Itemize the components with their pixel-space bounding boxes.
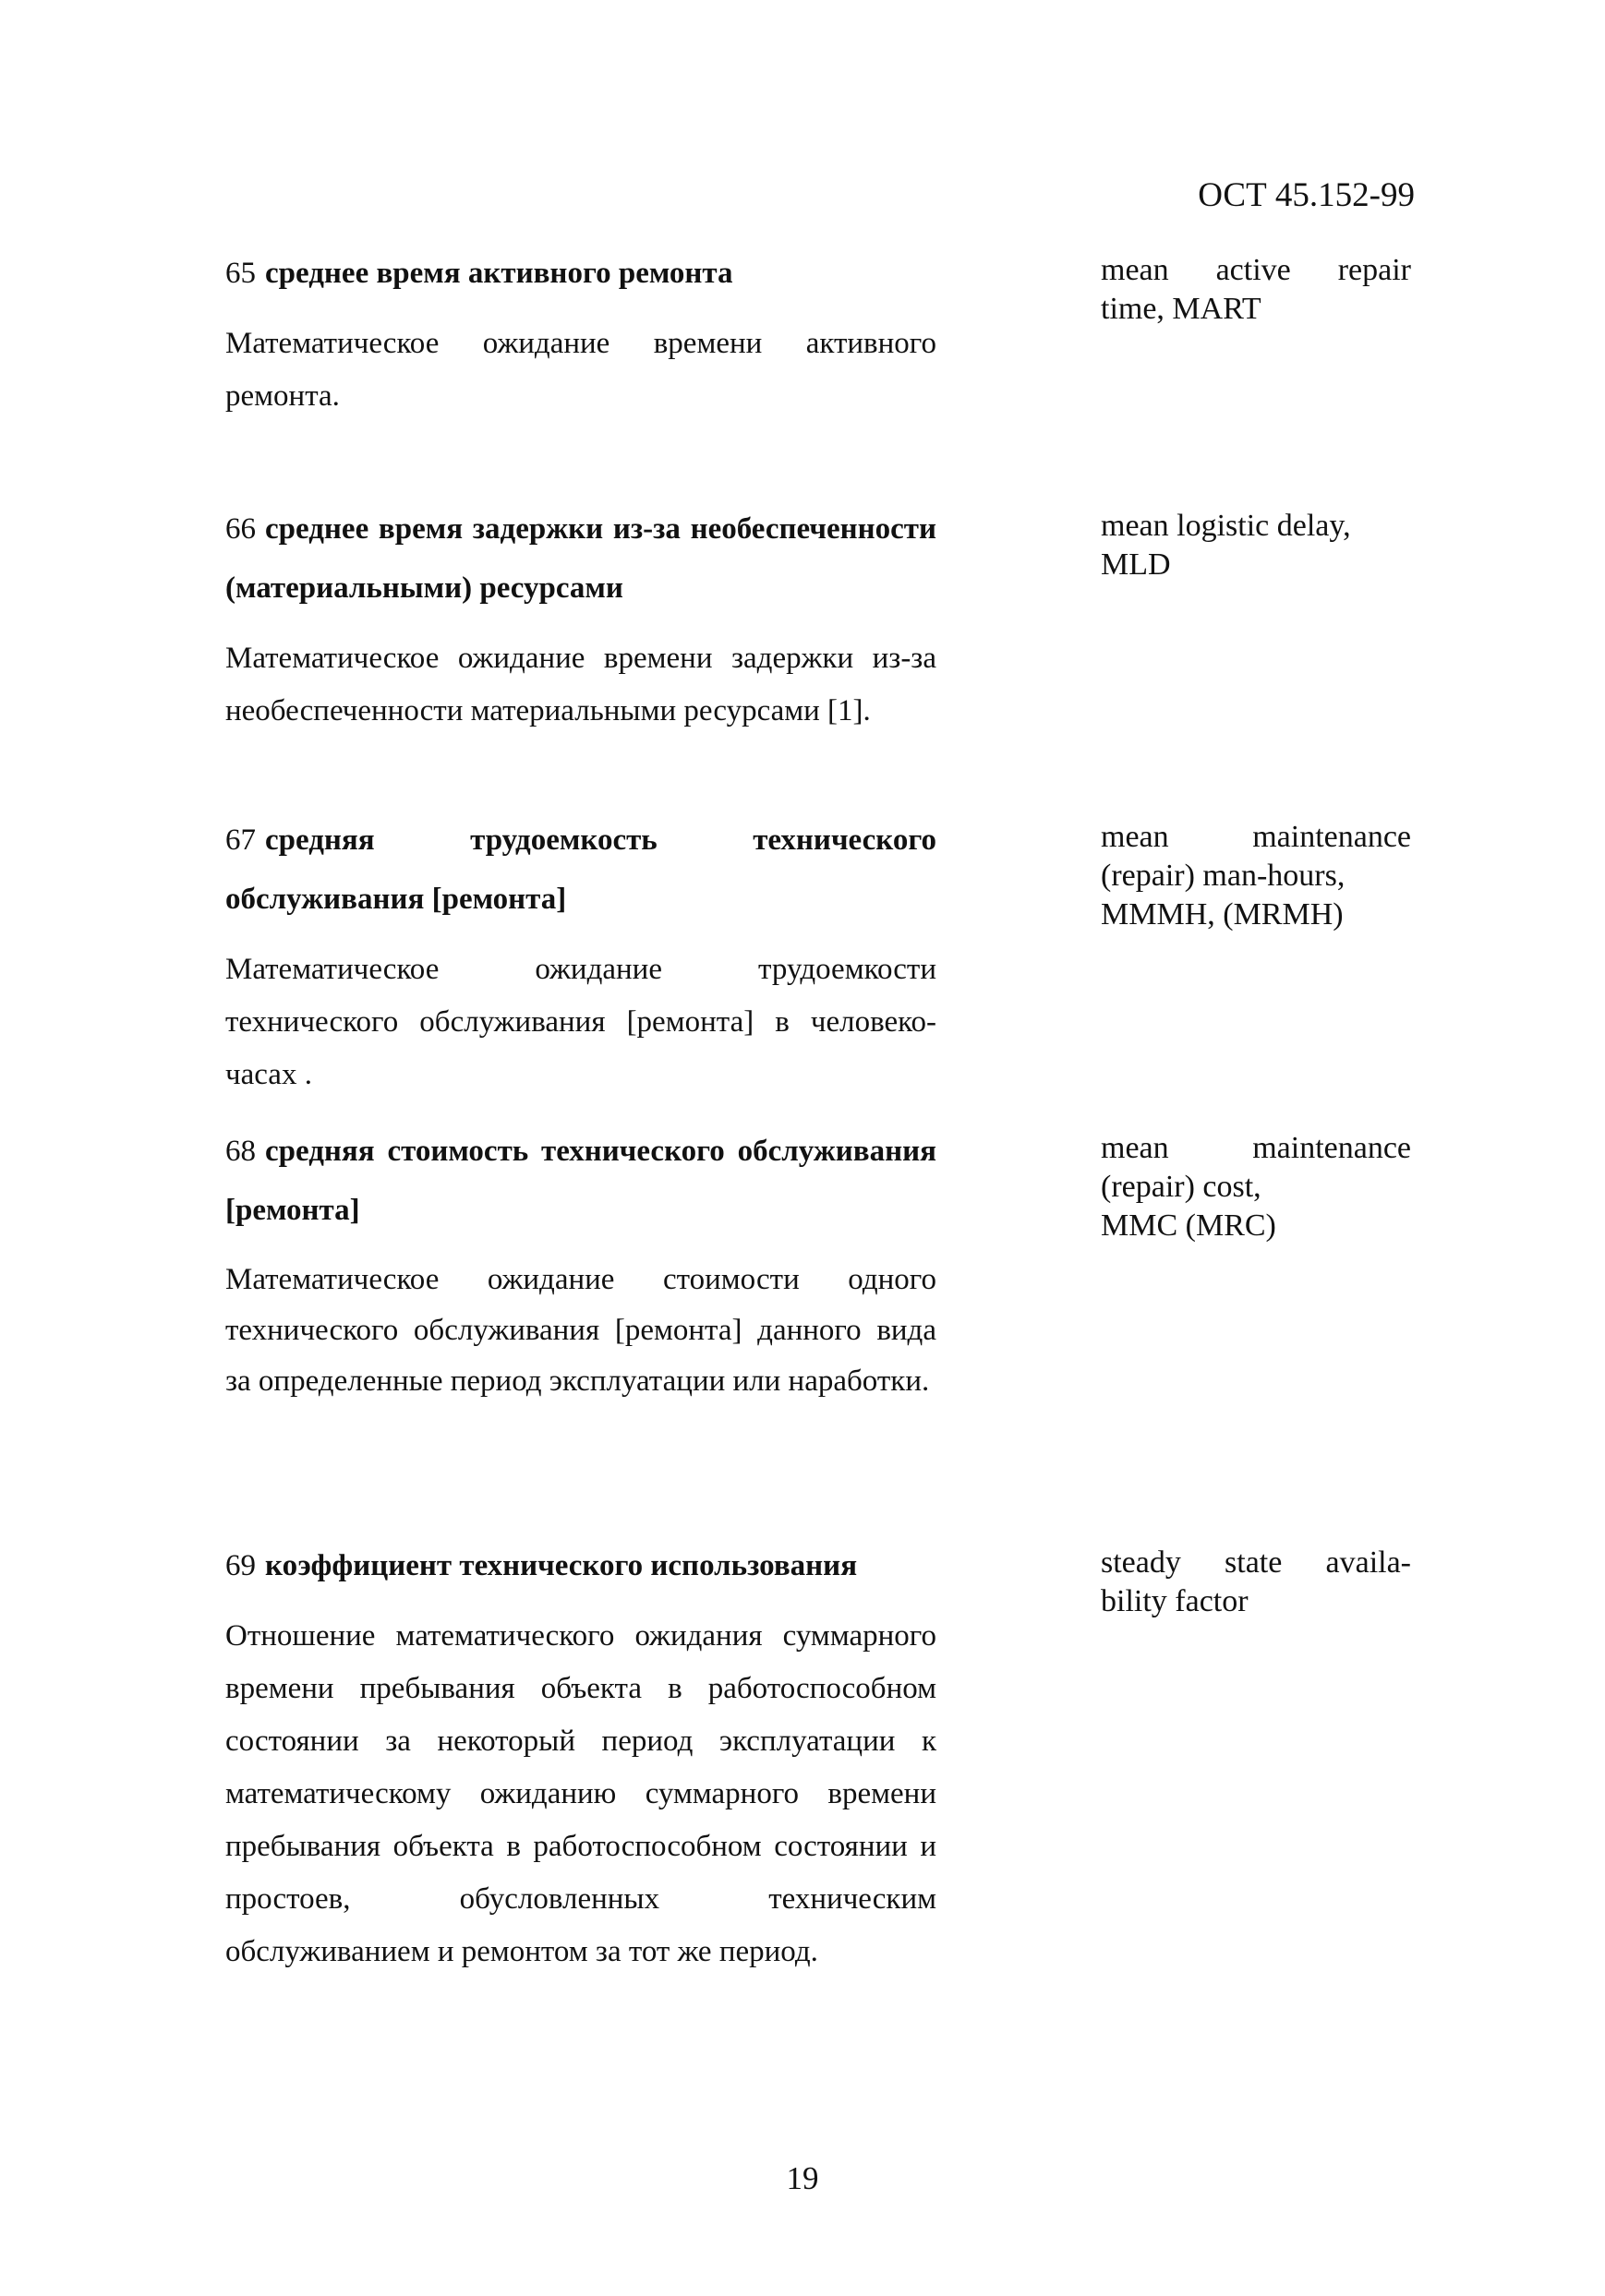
term-left-column <box>225 499 936 738</box>
term-english-equivalent <box>1101 818 1411 934</box>
english-line: (repair) cost, <box>1101 1170 1261 1204</box>
english-line: mean maintenance <box>1101 1131 1411 1165</box>
term-number: 67 <box>225 823 256 857</box>
english-line: (repair) man-hours, <box>1101 859 1346 893</box>
term-english-equivalent <box>1101 507 1411 584</box>
term-number: 68 <box>225 1135 256 1168</box>
term-english-equivalent <box>1101 1544 1411 1621</box>
term-name: средняя стоимость технического обслуживания [ремонта] <box>225 1135 936 1227</box>
term-english-equivalent <box>1101 251 1411 329</box>
term-english-equivalent <box>1101 1129 1411 1245</box>
term-definition: Математическое ожидание времени задержки из-за необеспеченности материальными ресурсами [1]. <box>225 642 936 727</box>
term-name: среднее время задержки из-за необеспеченности (материальными) ресурсами <box>225 512 936 605</box>
english-line: steady state availa- <box>1101 1545 1411 1580</box>
term-left-column <box>225 811 936 1101</box>
term-left-column <box>225 1122 936 1407</box>
term-name: средняя трудоемкость технического обслуживания [ремонта] <box>225 823 936 916</box>
english-line: MLD <box>1101 547 1171 582</box>
term-left-column <box>225 1536 936 1978</box>
term-title <box>225 811 936 929</box>
term-number: 66 <box>225 512 256 546</box>
english-line: mean maintenance <box>1101 820 1411 854</box>
english-line: MMMH, (MRMH) <box>1101 897 1344 932</box>
english-line: mean active repair <box>1101 253 1411 287</box>
term-definition: Математическое ожидание трудоемкости технического обслуживания [ремонта] в человеко-часах . <box>225 953 936 1091</box>
term-title <box>225 499 936 618</box>
term-definition: Математическое ожидание времени активного ремонта. <box>225 327 936 413</box>
term-title <box>225 1536 936 1595</box>
term-name: коэффициент технического использования <box>265 1549 858 1582</box>
term-name: среднее время активного ремонта <box>265 257 733 290</box>
term-title <box>225 1122 936 1240</box>
english-line: time, MART <box>1101 292 1261 326</box>
term-title <box>225 244 936 303</box>
term-left-column <box>225 244 936 423</box>
term-definition: Отношение математического ожидания суммарного времени пребывания объекта в работоспособном состоянии за некоторый период эксплуатации к математическому ожиданию суммарного времени пребывания объекта в работоспособном состоянии и простоев, обусловленных техническим обслуживанием и ремонтом за тот же период. <box>225 1619 936 1968</box>
english-line: MMC (MRC) <box>1101 1208 1276 1243</box>
english-line: bility factor <box>1101 1584 1249 1618</box>
term-number: 69 <box>225 1549 256 1582</box>
term-definition: Математическое ожидание стоимости одного технического обслуживания [ремонта] данного вида за определенные период эксплуатации или наработки. <box>225 1263 936 1398</box>
page-number: 19 <box>786 2160 819 2196</box>
document-code: ОСТ 45.152-99 <box>1198 176 1415 214</box>
english-line: mean logistic delay, <box>1101 509 1351 543</box>
term-number: 65 <box>225 257 256 290</box>
